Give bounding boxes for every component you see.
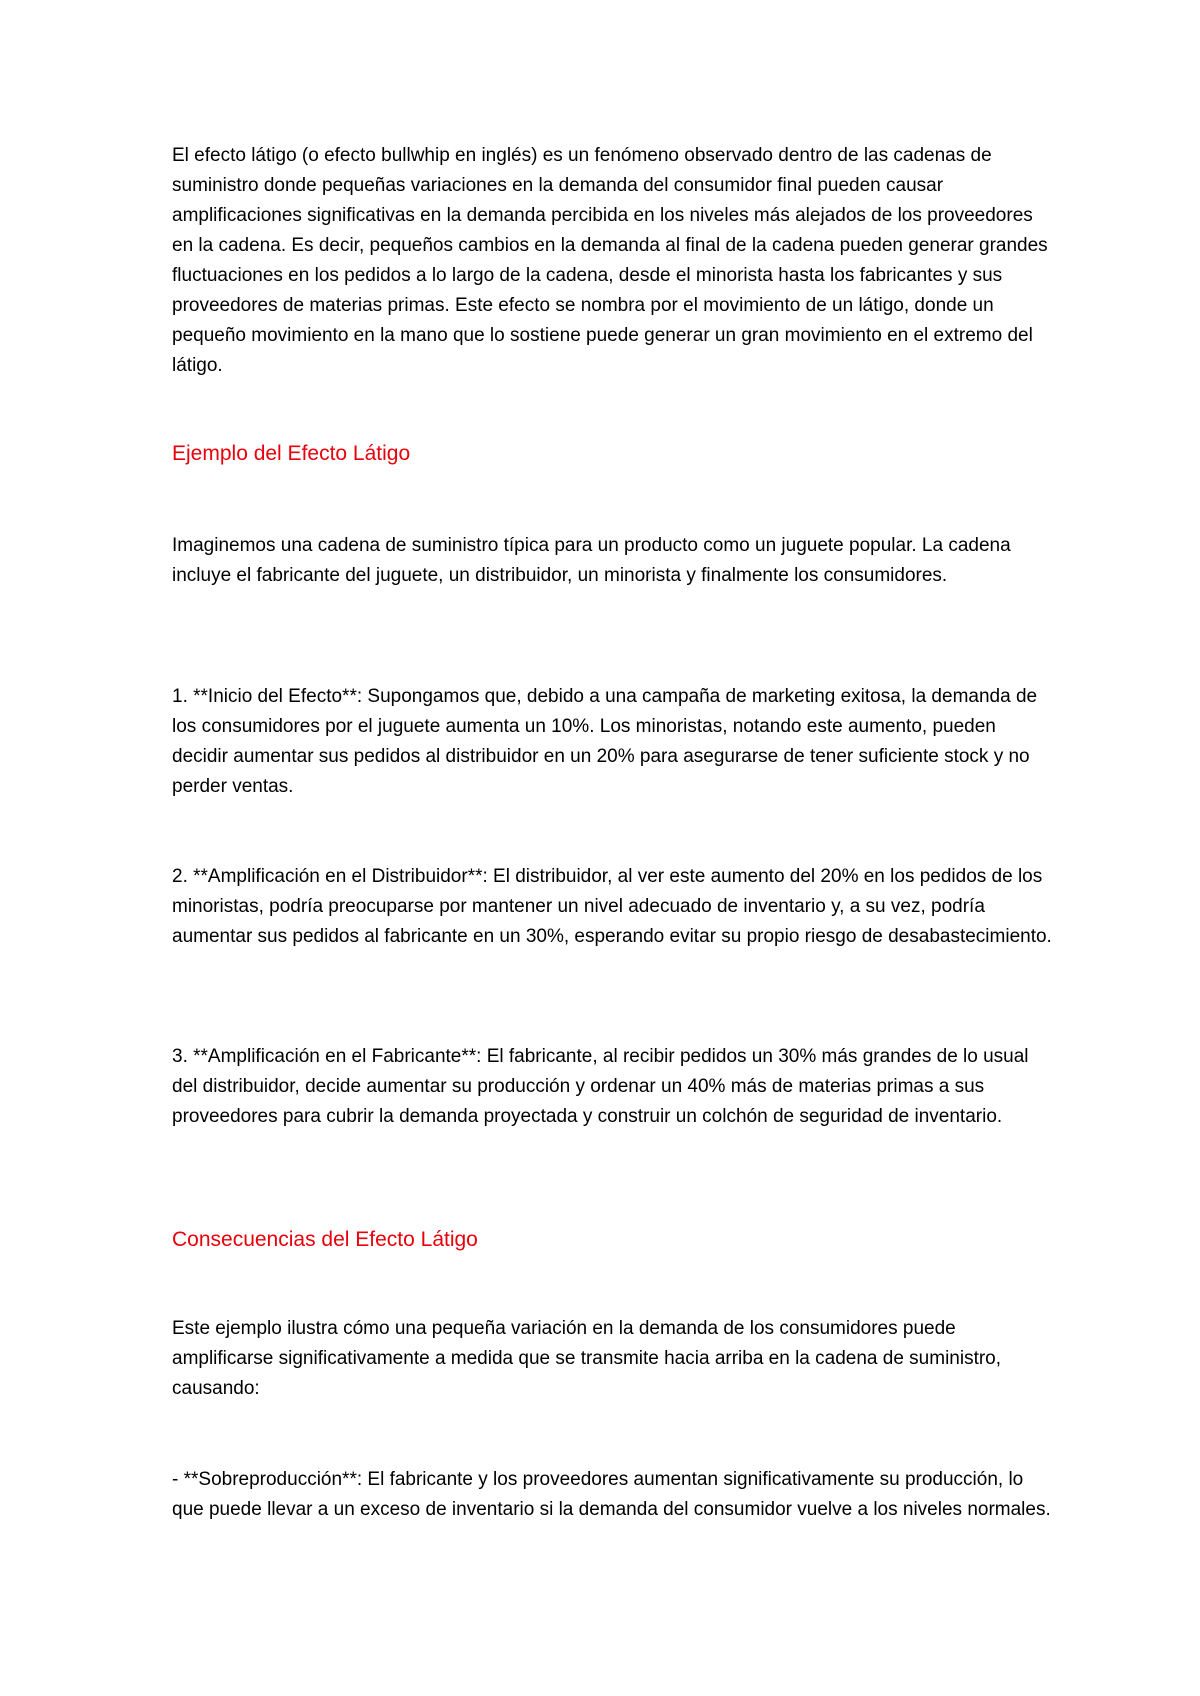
section-heading-consequences: Consecuencias del Efecto Látigo <box>172 1228 478 1251</box>
bullet-overproduction: - **Sobreproducción**: El fabricante y los proveedores aumentan significativamente su producción, lo que puede llevar a un exceso de inventario si la demanda del consumidor vuelve a los niveles normales. <box>172 1469 1051 1520</box>
step-1-paragraph: 1. **Inicio del Efecto**: Supongamos que, debido a una campaña de marketing exitosa, la demanda de los consumidores por el juguete aumenta un 10%. Los minoristas, notando este aumento, pueden decidir aumentar sus pedidos al distribuidor en un 20% para asegurarse de tener suficiente stock y no perder ventas. <box>172 686 1038 797</box>
step-2-paragraph: 2. **Amplificación en el Distribuidor**: El distribuidor, al ver este aumento del 20% en los pedidos de los minoristas, podría preocuparse por mantener un nivel adecuado de inventario y, a su vez, podría aumentar sus pedidos al fabricante en un 30%, esperando evitar su propio riesgo de desabastecimiento. <box>172 866 1052 947</box>
intro-paragraph: El efecto látigo (o efecto bullwhip en inglés) es un fenómeno observado dentro de las cadenas de suministro donde pequeñas variaciones en la demanda del consumidor final pueden causar amplificaciones significativas en la demanda percibida en los niveles más alejados de los proveedores en la cadena. Es decir, pequeños cambios en la demanda al final de la cadena pueden generar grandes fluctuaciones en los pedidos a lo largo de la cadena, desde el minorista hasta los fabricantes y sus proveedores de materias primas. Este efecto se nombra por el movimiento de un látigo, donde un pequeño movimiento en la mano que lo sostiene puede generar un gran movimiento en el extremo del látigo. <box>172 145 1048 376</box>
consequences-intro-paragraph: Este ejemplo ilustra cómo una pequeña variación en la demanda de los consumidores puede amplificarse significativamente a medida que se transmite hacia arriba en la cadena de suministro, causando: <box>172 1318 1002 1399</box>
section-heading-example: Ejemplo del Efecto Látigo <box>172 442 411 465</box>
example-intro-paragraph: Imaginemos una cadena de suministro típica para un producto como un juguete popular. La cadena incluye el fabricante del juguete, un distribuidor, un minorista y finalmente los consumidores. <box>172 535 1011 586</box>
step-3-paragraph: 3. **Amplificación en el Fabricante**: El fabricante, al recibir pedidos un 30% más grandes de lo usual del distribuidor, decide aumentar su producción y ordenar un 40% más de materias primas a sus proveedores para cubrir la demanda proyectada y construir un colchón de seguridad de inventario. <box>172 1046 1029 1127</box>
